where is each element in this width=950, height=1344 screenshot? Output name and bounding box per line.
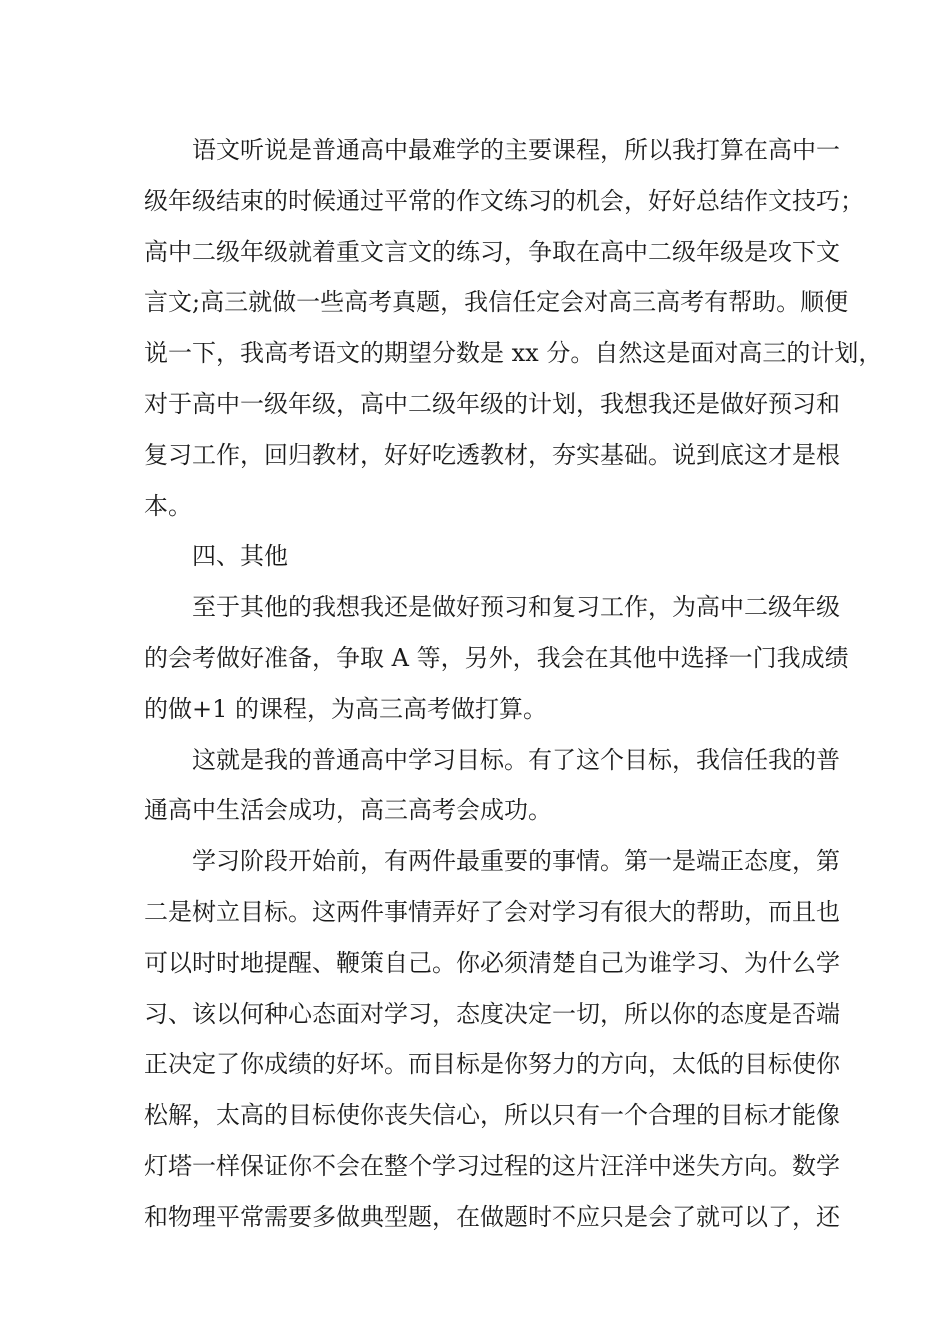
text-line: 学习阶段开始前，有两件最重要的事情。第一是端正态度，第	[192, 847, 840, 876]
text-line: 这就是我的普通高中学习目标。有了这个目标，我信任我的普	[192, 745, 840, 774]
text-line: 对于高中一级年级，高中二级年级的计划，我想我还是做好预习和	[144, 389, 840, 418]
paragraph-goal-summary	[144, 735, 840, 837]
paragraph-chinese-plan	[144, 125, 883, 531]
text-line: 言文;高三就做一些高考真题，我信任定会对高三高考有帮助。顺便	[144, 288, 849, 317]
text-line: 习、该以何种心态面对学习，态度决定一切，所以你的态度是否端	[144, 999, 840, 1028]
text-line: 和物理平常需要多做典型题，在做题时不应只是会了就可以了，还	[144, 1202, 840, 1231]
text-line: 通高中生活会成功，高三高考会成功。	[144, 796, 552, 825]
text-line: 灯塔一样保证你不会在整个学习过程的这片汪洋中迷失方向。数学	[144, 1151, 840, 1180]
document-body	[144, 125, 883, 1243]
text-line: 高中二级年级就着重文言文的练习，争取在高中二级年级是攻下文	[144, 237, 840, 266]
section-heading-other	[144, 531, 808, 582]
text-line: 复习工作，回归教材，好好吃透教材，夯实基础。说到底这才是根	[144, 440, 840, 469]
text-line: 二是树立目标。这两件事情弄好了会对学习有很大的帮助，而且也	[144, 897, 840, 926]
text-line: 说一下，我高考语文的期望分数是 xx 分。自然这是面对高三的计划，	[144, 339, 883, 368]
text-line: 松解，太高的目标使你丧失信心，所以只有一个合理的目标才能像	[144, 1101, 840, 1130]
text-line: 正决定了你成绩的好坏。而目标是你努力的方向，太低的目标使你	[144, 1050, 840, 1079]
text-line: 级年级结束的时候通过平常的作文练习的机会，好好总结作文技巧；	[144, 186, 864, 215]
paragraph-study-attitude	[144, 836, 840, 1242]
text-line: 至于其他的我想我还是做好预习和复习工作，为高中二级年级	[192, 593, 840, 622]
text-line: 可以时时地提醒、鞭策自己。你必须清楚自己为谁学习、为什么学	[144, 948, 840, 977]
paragraph-other-plan	[144, 582, 849, 734]
text-line: 的会考做好准备，争取 A 等，另外，我会在其他中选择一门我成绩	[144, 643, 849, 672]
text-line: 本。	[144, 491, 192, 520]
section-heading: 四、其他	[192, 542, 288, 571]
text-line: 的做+1 的课程，为高三高考做打算。	[144, 694, 548, 723]
text-line: 语文听说是普通高中最难学的主要课程，所以我打算在高中一	[192, 136, 840, 164]
